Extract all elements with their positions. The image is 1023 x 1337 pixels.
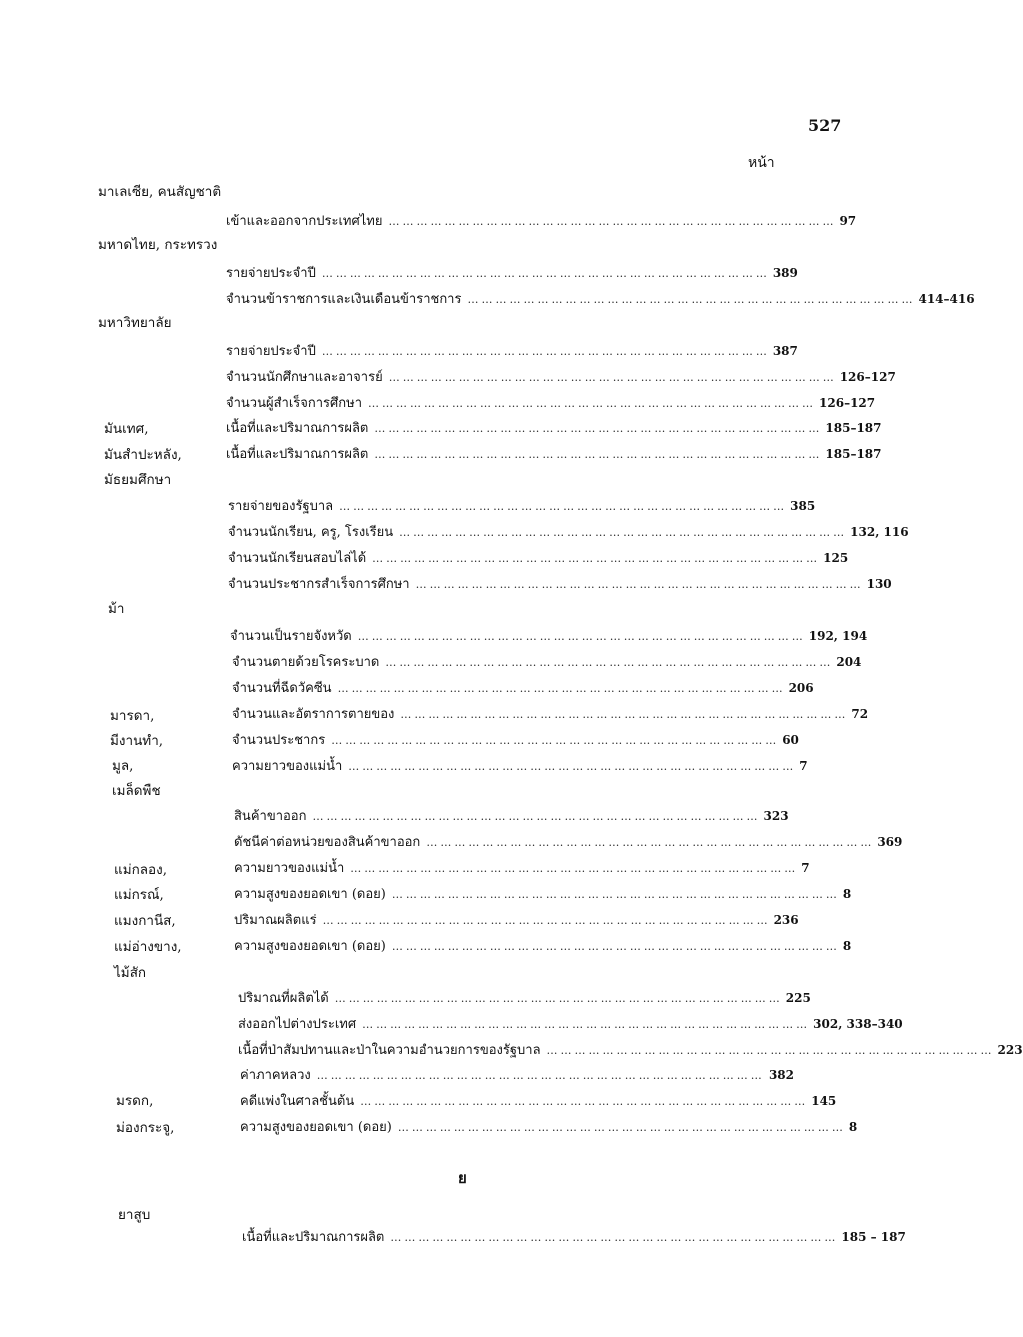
entry-page: 130 [866, 577, 892, 591]
entry-page: 225 [785, 991, 811, 1005]
dot-leader: …………………………………………………………………………………… [362, 1018, 811, 1031]
entry-page: 323 [763, 809, 789, 823]
entry-page: 126–127 [839, 370, 896, 384]
dot-leader: …………………………………………………………………………………… [374, 422, 823, 435]
entry-label: จำนวนข้าราชการและเงินเดือนข้าราชการ [226, 292, 462, 307]
entry-label: ความสูงของยอดเขา (ดอย) [240, 1120, 392, 1135]
index-entry [238, 987, 811, 1008]
dot-leader: …………………………………………………………………………………… [337, 682, 786, 695]
index-heading: มันสำปะหลัง, [104, 447, 182, 463]
dot-leader: …………………………………………………………………………………… [348, 760, 797, 773]
entry-label: จำนวนตายด้วยโรคระบาด [232, 655, 380, 670]
dot-leader: …………………………………………………………………………………… [321, 267, 770, 280]
entry-label: เนื้อที่และปริมาณการผลิต [226, 421, 369, 436]
section-letter: ย [458, 1169, 467, 1187]
entry-label: ค่าภาคหลวง [240, 1068, 311, 1083]
entry-page: 132, 116 [850, 525, 909, 539]
entry-label: รายจ่ายประจำปี [226, 344, 316, 359]
page-number: 527 [808, 116, 842, 135]
entry-page: 369 [877, 835, 903, 849]
dot-leader: …………………………………………………………………………………… [372, 552, 821, 565]
dot-leader: …………………………………………………………………………………… [322, 914, 771, 927]
entry-page: 72 [851, 707, 869, 721]
entry-page: 192, 194 [808, 629, 868, 643]
entry-page: 126–127 [819, 396, 876, 410]
dot-leader: …………………………………………………………………………………… [397, 1121, 846, 1134]
index-heading: มีงานทำ, [110, 733, 164, 749]
index-heading: เมล็ดพืช [112, 783, 161, 799]
index-entry [226, 443, 882, 464]
entry-page: 8 [842, 887, 852, 901]
dot-leader: …………………………………………………………………………………… [321, 345, 770, 358]
dot-leader: …………………………………………………………………………………… [391, 940, 840, 953]
index-entry [240, 1116, 858, 1137]
dot-leader: …………………………………………………………………………………… [316, 1069, 765, 1082]
entry-page: 60 [782, 733, 799, 747]
entry-page: 185–187 [825, 421, 882, 435]
index-entry [232, 755, 808, 776]
entry-page: 8 [842, 939, 852, 953]
dot-leader: …………………………………………………………………………………… [400, 708, 849, 721]
index-entry [226, 392, 876, 413]
entry-label: จำนวนประชากรสำเร็จการศึกษา [228, 577, 410, 592]
index-entry [226, 417, 882, 438]
entry-label: ความสูงของยอดเขา (ดอย) [234, 887, 386, 902]
dot-leader: …………………………………………………………………………………… [388, 371, 837, 384]
index-entry [228, 547, 849, 568]
entry-label: จำนวนและอัตราการตายของ [232, 707, 395, 722]
entry-page: 8 [848, 1120, 858, 1134]
entry-page: 414–416 [918, 292, 975, 306]
index-entry [234, 909, 799, 930]
entry-label: จำนวนเป็นรายจังหวัด [230, 629, 352, 644]
dot-leader: …………………………………………………………………………………… [350, 862, 799, 875]
entry-page: 185 – 187 [841, 1230, 906, 1244]
index-entry [226, 210, 857, 231]
page-column-header: หน้า [748, 155, 775, 171]
index-entry [232, 651, 862, 672]
dot-leader: …………………………………………………………………………………… [334, 992, 783, 1005]
index-heading: มหาวิทยาลัย [98, 315, 172, 331]
entry-label: ความยาวของแม่น้ำ [234, 861, 345, 876]
dot-leader: …………………………………………………………………………………… [388, 215, 837, 228]
dot-leader: …………………………………………………………………………………… [339, 500, 788, 513]
index-heading: ม่องกระจู, [116, 1120, 175, 1136]
index-heading: มันเทศ, [104, 421, 149, 437]
entry-label: ส่งออกไปต่างประเทศ [238, 1017, 357, 1032]
index-heading: มารดา, [110, 708, 155, 724]
index-entry [228, 495, 816, 516]
entry-label: ความสูงของยอดเขา (ดอย) [234, 939, 386, 954]
index-entry [226, 262, 798, 283]
index-entry [228, 521, 909, 542]
entry-page: 145 [811, 1094, 837, 1108]
dot-leader: …………………………………………………………………………………… [374, 448, 823, 461]
entry-label: ปริมาณที่ผลิตได้ [238, 991, 329, 1006]
entry-page: 385 [790, 499, 816, 513]
index-entry [228, 573, 892, 594]
entry-page: 125 [823, 551, 849, 565]
entry-page: 223 [997, 1043, 1023, 1057]
entry-page: 382 [768, 1068, 794, 1082]
index-entry [240, 1064, 794, 1085]
index-heading: มูล, [112, 758, 134, 774]
dot-leader: …………………………………………………………………………………… [390, 1231, 839, 1244]
dot-leader: …………………………………………………………………………………… [331, 734, 780, 747]
index-heading: ยาสูบ [118, 1207, 151, 1223]
dot-leader: …………………………………………………………………………………… [546, 1044, 995, 1057]
index-heading: แมงกานีส, [114, 913, 176, 929]
index-entry [234, 883, 852, 904]
entry-label: จำนวนนักเรียน, ครู, โรงเรียน [228, 525, 394, 540]
index-entry [242, 1226, 906, 1247]
index-entry [234, 857, 810, 878]
index-entry [226, 288, 975, 309]
index-entry [240, 1090, 837, 1111]
entry-label: ความยาวของแม่น้ำ [232, 759, 343, 774]
dot-leader: …………………………………………………………………………………… [391, 888, 840, 901]
entry-page: 97 [839, 214, 857, 228]
entry-label: ดัชนีค่าต่อหน่วยของสินค้าขาออก [234, 835, 421, 850]
entry-label: สินค้าขาออก [234, 809, 307, 824]
index-heading: ม้า [108, 601, 125, 617]
entry-label: จำนวนผู้สำเร็จการศึกษา [226, 396, 363, 411]
index-entry [226, 366, 896, 387]
index-entry [232, 703, 869, 724]
index-heading: แม่กลอง, [114, 862, 168, 878]
index-entry [234, 831, 903, 852]
entry-label: เข้าและออกจากประเทศไทย [226, 214, 383, 229]
index-entry [234, 805, 788, 826]
index-heading: มหาดไทย, กระทรวง [98, 237, 218, 253]
dot-leader: …………………………………………………………………………………… [385, 656, 834, 669]
index-heading: แม่กรณ์, [114, 887, 164, 903]
entry-label: จำนวนที่ฉีดวัคซีน [232, 681, 332, 696]
entry-label: เนื้อที่ป่าสัมปทานและป่าในความอำนวยการของรัฐบาล [238, 1043, 541, 1058]
dot-leader: …………………………………………………………………………………… [312, 810, 761, 823]
entry-label: รายจ่ายประจำปี [226, 266, 316, 281]
index-entry [234, 935, 852, 956]
index-heading: มัธยมศึกษา [104, 472, 172, 488]
index-heading: มาเลเซีย, คนสัญชาติ [98, 184, 222, 200]
entry-page: 387 [772, 344, 798, 358]
entry-page: 236 [773, 913, 799, 927]
entry-label: รายจ่ายของรัฐบาล [228, 499, 334, 514]
index-entry [238, 1013, 903, 1034]
entry-page: 204 [836, 655, 862, 669]
index-entry [232, 677, 814, 698]
index-entry [232, 729, 799, 750]
dot-leader: …………………………………………………………………………………… [360, 1095, 809, 1108]
dot-leader: …………………………………………………………………………………… [426, 836, 875, 849]
entry-page: 302, 338–340 [813, 1017, 903, 1031]
index-entry [238, 1039, 1023, 1060]
dot-leader: …………………………………………………………………………………… [399, 526, 848, 539]
dot-leader: …………………………………………………………………………………… [368, 397, 817, 410]
entry-page: 206 [788, 681, 814, 695]
index-heading: มรดก, [116, 1093, 154, 1109]
entry-label: คดีแพ่งในศาลชั้นต้น [240, 1094, 355, 1109]
entry-label: จำนวนประชากร [232, 733, 326, 748]
dot-leader: …………………………………………………………………………………… [415, 578, 864, 591]
entry-label: จำนวนนักเรียนสอบไล่ได้ [228, 551, 367, 566]
index-entry [226, 340, 798, 361]
entry-page: 7 [801, 861, 810, 875]
index-heading: แม่อ่างขาง, [114, 939, 182, 955]
dot-leader: …………………………………………………………………………………… [357, 630, 806, 643]
entry-label: จำนวนนักศึกษาและอาจารย์ [226, 370, 383, 385]
entry-label: ปริมาณผลิตแร่ [234, 913, 317, 928]
entry-page: 185–187 [825, 447, 882, 461]
entry-page: 389 [772, 266, 798, 280]
entry-label: เนื้อที่และปริมาณการผลิต [226, 447, 369, 462]
index-entry [230, 625, 868, 646]
index-heading: ไม้สัก [114, 965, 147, 981]
entry-page: 7 [799, 759, 808, 773]
entry-label: เนื้อที่และปริมาณการผลิต [242, 1230, 385, 1245]
dot-leader: …………………………………………………………………………………… [467, 293, 916, 306]
